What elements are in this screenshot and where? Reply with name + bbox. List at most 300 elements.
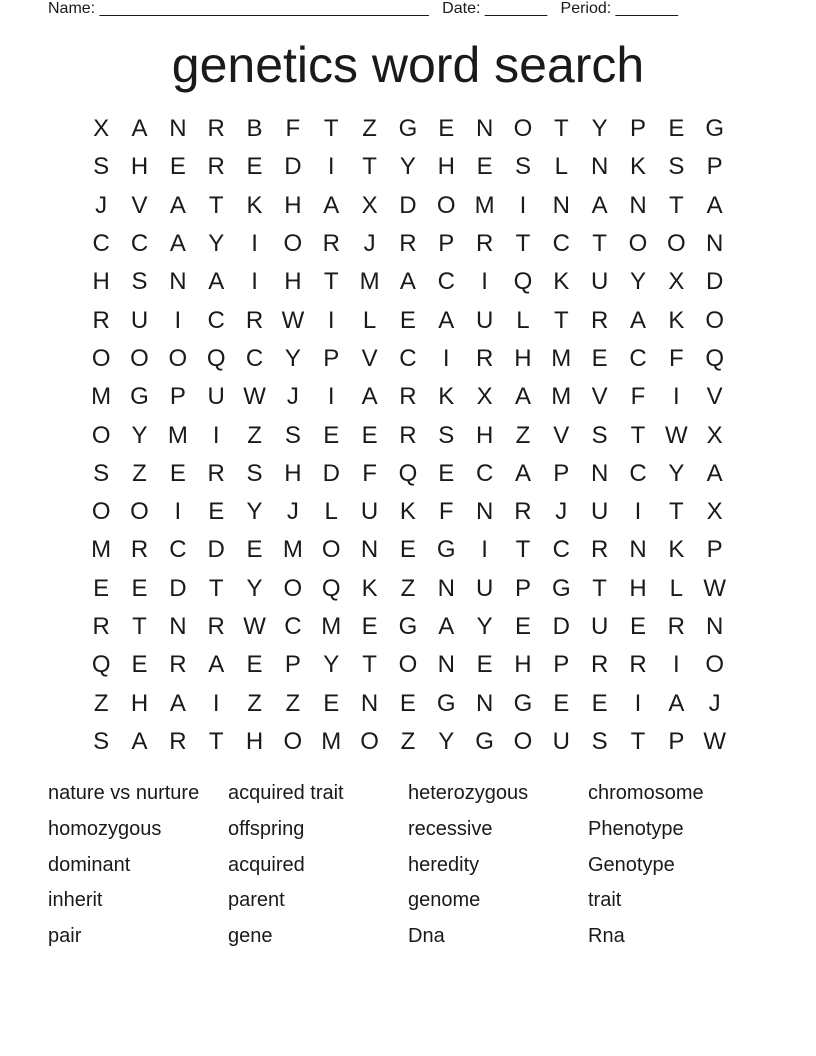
grid-letter: T <box>323 115 339 143</box>
grid-letter: M <box>321 613 342 640</box>
grid-row <box>82 301 734 339</box>
grid-letter: D <box>552 613 570 640</box>
grid-letter: Z <box>400 727 416 755</box>
word-list-item: inherit <box>48 889 103 912</box>
grid-letter: R <box>514 498 532 526</box>
grid-letter: M <box>359 268 380 296</box>
word-list-item: gene <box>228 925 273 948</box>
grid-letter: O <box>398 651 418 679</box>
grid-letter: H <box>130 153 149 181</box>
grid-letter: N <box>475 689 494 717</box>
grid-letter: H <box>245 727 264 755</box>
grid-letter: J <box>95 191 108 219</box>
grid-letter: H <box>514 344 532 372</box>
grid-letter: O <box>628 230 648 258</box>
grid-letter: V <box>553 421 570 449</box>
grid-letter: P <box>553 651 570 679</box>
grid-letter: W <box>703 727 726 755</box>
grid-letter: Q <box>91 651 111 679</box>
grid-letter: K <box>246 191 263 219</box>
grid-row <box>82 263 734 301</box>
grid-letter: N <box>629 191 647 219</box>
grid-letter: D <box>169 574 187 602</box>
grid-row <box>82 340 734 378</box>
grid-letter: I <box>442 344 450 372</box>
grid-letter: T <box>553 306 569 334</box>
word-list-item: acquired trait <box>228 782 344 804</box>
grid-letter: C <box>437 268 455 296</box>
grid-letter: C <box>552 230 570 258</box>
grid-letter: S <box>591 421 608 449</box>
grid-letter: S <box>246 459 263 487</box>
grid-letter: N <box>169 613 187 640</box>
grid-letter: D <box>207 536 225 564</box>
grid-letter: O <box>130 344 149 372</box>
grid-letter: R <box>399 383 417 411</box>
word-list-item: Genotype <box>588 853 675 876</box>
grid-letter: X <box>668 268 685 296</box>
grid-letter: N <box>706 613 724 640</box>
grid-letter: F <box>362 459 377 487</box>
grid-row <box>82 493 734 531</box>
grid-letter: P <box>323 344 340 372</box>
grid-letter: T <box>668 498 684 526</box>
grid-letter: E <box>246 651 263 679</box>
grid-letter: H <box>629 574 647 602</box>
grid-letter: I <box>174 306 182 334</box>
grid-letter: K <box>629 153 646 181</box>
grid-letter: G <box>551 574 571 602</box>
word-list-item: nature vs nurture <box>48 782 200 804</box>
grid-letter: Y <box>208 230 225 258</box>
grid-letter: E <box>169 459 186 487</box>
grid-letter: C <box>245 344 264 372</box>
word-list-item: offspring <box>228 817 305 840</box>
grid-letter: R <box>475 344 494 372</box>
grid-letter: J <box>286 498 299 526</box>
grid-letter: W <box>665 421 688 449</box>
grid-letter: O <box>436 191 456 219</box>
grid-letter: G <box>475 727 494 755</box>
grid-letter: G <box>130 383 149 411</box>
grid-letter: D <box>399 191 417 219</box>
grid-row <box>82 723 734 761</box>
grid-row <box>82 148 734 186</box>
grid-letter: N <box>169 115 187 143</box>
grid-letter: A <box>438 306 455 334</box>
grid-letter: H <box>284 191 302 219</box>
grid-letter: U <box>590 268 609 296</box>
grid-letter: H <box>284 268 302 296</box>
grid-letter: I <box>481 536 488 564</box>
grid-letter: A <box>514 459 531 487</box>
grid-row <box>82 378 734 416</box>
word-list-item: homozygous <box>48 817 162 840</box>
grid-letter: A <box>169 689 186 717</box>
grid-letter: R <box>590 651 609 679</box>
grid-letter: P <box>284 651 301 679</box>
grid-letter: O <box>283 727 303 755</box>
grid-letter: Q <box>321 574 341 602</box>
grid-row <box>82 608 734 646</box>
page-title: genetics word search <box>171 37 645 93</box>
grid-letter: W <box>243 613 266 640</box>
grid-letter: G <box>398 613 418 640</box>
grid-letter: M <box>321 727 342 755</box>
grid-row <box>82 416 734 454</box>
word-list-item: heredity <box>408 853 480 876</box>
grid-letter: O <box>283 574 303 602</box>
grid-letter: I <box>327 306 335 334</box>
grid-letter: S <box>438 421 455 449</box>
word-list-item: pair <box>48 925 82 948</box>
grid-letter: I <box>672 651 680 679</box>
grid-letter: O <box>91 498 111 526</box>
grid-letter: H <box>437 153 455 181</box>
grid-letter: E <box>591 689 608 717</box>
date-blank: _______ <box>484 0 548 17</box>
grid-letter: S <box>93 727 110 755</box>
grid-letter: I <box>481 268 488 296</box>
grid-letter: T <box>630 727 646 755</box>
grid-letter: E <box>591 344 608 372</box>
grid-letter: Z <box>132 459 147 487</box>
grid-letter: N <box>475 498 494 526</box>
grid-letter: L <box>669 574 683 602</box>
header-fields <box>48 0 678 18</box>
grid-letter: M <box>551 344 572 372</box>
grid-letter: X <box>361 191 378 219</box>
grid-letter: Z <box>285 689 301 717</box>
grid-row <box>82 646 734 684</box>
grid-letter: M <box>474 191 495 219</box>
grid-letter: V <box>706 383 723 411</box>
grid-letter: E <box>361 421 378 449</box>
grid-letter: R <box>92 306 110 334</box>
grid-letter: R <box>207 153 225 181</box>
grid-letter: T <box>132 613 147 640</box>
grid-letter: E <box>131 651 148 679</box>
grid-letter: V <box>131 191 148 219</box>
grid-letter: R <box>207 459 225 487</box>
grid-letter: I <box>634 689 642 717</box>
grid-letter: I <box>251 268 258 296</box>
grid-letter: E <box>399 306 416 334</box>
grid-letter: U <box>360 498 379 526</box>
grid-letter: S <box>591 727 608 755</box>
grid-letter: Y <box>438 727 455 755</box>
grid-letter: N <box>475 115 494 143</box>
grid-letter: O <box>283 230 303 258</box>
grid-letter: T <box>515 536 531 564</box>
grid-letter: N <box>437 651 455 679</box>
grid-letter: E <box>131 574 148 602</box>
grid-letter: T <box>362 651 377 679</box>
grid-letter: L <box>516 306 530 334</box>
grid-letter: E <box>246 536 263 564</box>
period-label: Period: <box>560 0 612 17</box>
grid-letter: R <box>245 306 264 334</box>
grid-letter: N <box>629 536 647 564</box>
grid-letter: A <box>131 115 148 143</box>
grid-letter: L <box>362 306 377 334</box>
grid-letter: J <box>708 689 721 717</box>
grid-letter: N <box>360 689 379 717</box>
grid-letter: N <box>590 153 609 181</box>
grid-letter: T <box>668 191 684 219</box>
grid-letter: J <box>363 230 376 258</box>
grid-letter: R <box>92 613 110 640</box>
grid-letter: P <box>514 574 531 602</box>
grid-letter: Q <box>513 268 533 296</box>
name-label: Name: <box>48 0 96 17</box>
grid-letter: O <box>513 115 533 143</box>
word-list-item: acquired <box>228 853 305 876</box>
grid-letter: Q <box>398 459 418 487</box>
grid-letter: X <box>706 421 723 449</box>
grid-letter: N <box>360 536 379 564</box>
grid-letter: P <box>706 536 723 564</box>
grid-letter: C <box>284 613 302 640</box>
word-list-item: Dna <box>408 925 445 948</box>
grid-row <box>82 684 734 722</box>
grid-letter: A <box>706 191 723 219</box>
grid-letter: Y <box>323 651 340 679</box>
grid-letter: F <box>285 115 301 143</box>
grid-letter: O <box>360 727 379 755</box>
grid-letter: O <box>705 651 724 679</box>
grid-letter: Y <box>668 459 685 487</box>
grid-letter: R <box>475 230 494 258</box>
grid-letter: S <box>514 153 531 181</box>
grid-letter: H <box>475 421 494 449</box>
grid-letter: G <box>436 536 456 564</box>
grid-letter: S <box>668 153 685 181</box>
word-list-item: dominant <box>48 853 131 876</box>
grid-letter: I <box>519 191 527 219</box>
grid-letter: I <box>174 498 182 526</box>
grid-letter: Z <box>247 421 262 449</box>
grid-letter: H <box>130 689 149 717</box>
grid-letter: C <box>169 536 187 564</box>
grid-letter: O <box>705 306 724 334</box>
grid-letter: M <box>551 383 572 411</box>
grid-letter: O <box>91 421 111 449</box>
grid-letter: Z <box>400 574 416 602</box>
grid-letter: Q <box>206 344 226 372</box>
grid-letter: A <box>169 191 186 219</box>
grid-letter: Z <box>247 689 262 717</box>
grid-letter: W <box>243 383 266 411</box>
grid-letter: F <box>668 344 684 372</box>
grid-row <box>82 531 734 569</box>
grid-letter: I <box>327 383 335 411</box>
grid-letter: C <box>552 536 570 564</box>
grid-letter: R <box>169 727 187 755</box>
grid-letter: H <box>92 268 110 296</box>
grid-letter: Y <box>476 613 493 640</box>
grid-letter: E <box>476 651 493 679</box>
letter-grid <box>82 110 734 761</box>
grid-letter: M <box>167 421 188 449</box>
grid-letter: K <box>668 306 685 334</box>
grid-letter: N <box>590 459 609 487</box>
grid-letter: T <box>208 727 224 755</box>
grid-letter: A <box>514 383 531 411</box>
grid-letter: N <box>552 191 570 219</box>
grid-letter: N <box>437 574 455 602</box>
grid-letter: I <box>327 153 335 181</box>
grid-letter: I <box>212 421 220 449</box>
grid-letter: C <box>399 344 417 372</box>
grid-letter: T <box>553 115 569 143</box>
grid-letter: C <box>92 230 110 258</box>
grid-row <box>82 570 734 608</box>
grid-letter: L <box>554 153 568 181</box>
grid-letter: J <box>555 498 568 526</box>
grid-letter: V <box>361 344 378 372</box>
grid-letter: J <box>286 383 299 411</box>
grid-letter: N <box>169 268 187 296</box>
grid-letter: E <box>476 153 493 181</box>
grid-letter: F <box>630 383 646 411</box>
grid-letter: A <box>399 268 416 296</box>
grid-letter: D <box>322 459 340 487</box>
grid-letter: R <box>207 613 225 640</box>
grid-letter: K <box>399 498 416 526</box>
grid-letter: I <box>212 689 220 717</box>
grid-letter: O <box>513 727 533 755</box>
grid-row <box>82 187 734 225</box>
grid-letter: E <box>93 574 110 602</box>
grid-letter: E <box>169 153 186 181</box>
grid-letter: T <box>630 421 646 449</box>
grid-letter: T <box>592 230 607 258</box>
grid-letter: T <box>208 574 224 602</box>
grid-letter: S <box>93 153 110 181</box>
word-list-item: genome <box>408 889 481 912</box>
grid-letter: N <box>706 230 724 258</box>
grid-letter: R <box>322 230 340 258</box>
grid-letter: E <box>553 689 570 717</box>
grid-letter: S <box>93 459 110 487</box>
grid-letter: Y <box>284 344 301 372</box>
grid-letter: A <box>208 651 225 679</box>
grid-letter: Y <box>629 268 646 296</box>
grid-letter: A <box>591 191 608 219</box>
name-blank: _____________________________________ <box>99 0 429 17</box>
grid-letter: P <box>169 383 186 411</box>
grid-letter: R <box>169 651 187 679</box>
grid-letter: E <box>361 613 378 640</box>
grid-letter: Y <box>131 421 148 449</box>
grid-letter: A <box>438 613 455 640</box>
grid-letter: E <box>208 498 225 526</box>
grid-letter: K <box>361 574 378 602</box>
grid-letter: R <box>207 115 225 143</box>
grid-letter: Z <box>515 421 531 449</box>
grid-letter: T <box>362 153 377 181</box>
grid-letter: P <box>629 115 646 143</box>
grid-letter: U <box>590 613 609 640</box>
grid-letter: C <box>207 306 225 334</box>
grid-letter: H <box>514 651 532 679</box>
grid-letter: K <box>553 268 570 296</box>
grid-letter: E <box>668 115 685 143</box>
grid-letter: U <box>590 498 609 526</box>
grid-letter: U <box>130 306 149 334</box>
grid-letter: Y <box>591 115 608 143</box>
grid-letter: A <box>668 689 685 717</box>
grid-letter: U <box>552 727 570 755</box>
word-list-item: recessive <box>408 817 493 840</box>
grid-letter: Q <box>705 344 724 372</box>
grid-letter: T <box>208 191 224 219</box>
grid-letter: U <box>207 383 225 411</box>
grid-letter: P <box>553 459 570 487</box>
grid-letter: Z <box>362 115 377 143</box>
grid-letter: G <box>705 115 724 143</box>
grid-letter: R <box>130 536 149 564</box>
grid-letter: H <box>284 459 302 487</box>
grid-letter: U <box>475 574 494 602</box>
grid-letter: T <box>592 574 607 602</box>
grid-letter: R <box>590 536 609 564</box>
grid-letter: A <box>629 306 646 334</box>
grid-letter: U <box>475 306 494 334</box>
grid-letter: E <box>399 689 416 717</box>
grid-letter: X <box>93 115 110 143</box>
grid-letter: T <box>515 230 531 258</box>
grid-letter: K <box>438 383 455 411</box>
grid-letter: L <box>324 498 338 526</box>
grid-letter: X <box>476 383 493 411</box>
word-list <box>48 776 768 955</box>
grid-letter: R <box>667 613 685 640</box>
grid-letter: K <box>668 536 685 564</box>
word-list-item: heterozygous <box>408 782 529 804</box>
grid-letter: I <box>634 498 642 526</box>
date-label: Date: <box>442 0 481 17</box>
grid-row <box>82 225 734 263</box>
grid-letter: V <box>591 383 608 411</box>
word-list-item: Rna <box>588 925 625 948</box>
grid-letter: S <box>284 421 301 449</box>
grid-letter: O <box>168 344 188 372</box>
grid-letter: E <box>323 421 340 449</box>
grid-letter: E <box>438 115 455 143</box>
grid-letter: M <box>91 536 112 564</box>
grid-letter: D <box>284 153 302 181</box>
grid-letter: A <box>169 230 186 258</box>
grid-letter: O <box>130 498 149 526</box>
grid-letter: P <box>438 230 455 258</box>
grid-letter: R <box>629 651 647 679</box>
grid-letter: E <box>399 536 416 564</box>
grid-letter: C <box>475 459 494 487</box>
grid-letter: O <box>666 230 686 258</box>
grid-letter: P <box>668 727 685 755</box>
grid-letter: Z <box>93 689 109 717</box>
word-list-item: chromosome <box>588 782 704 804</box>
grid-letter: R <box>590 306 609 334</box>
grid-letter: I <box>672 383 680 411</box>
grid-letter: Y <box>246 498 263 526</box>
grid-letter: W <box>281 306 305 334</box>
word-list-item: trait <box>588 889 622 912</box>
grid-letter: G <box>436 689 456 717</box>
grid-letter: A <box>323 191 340 219</box>
